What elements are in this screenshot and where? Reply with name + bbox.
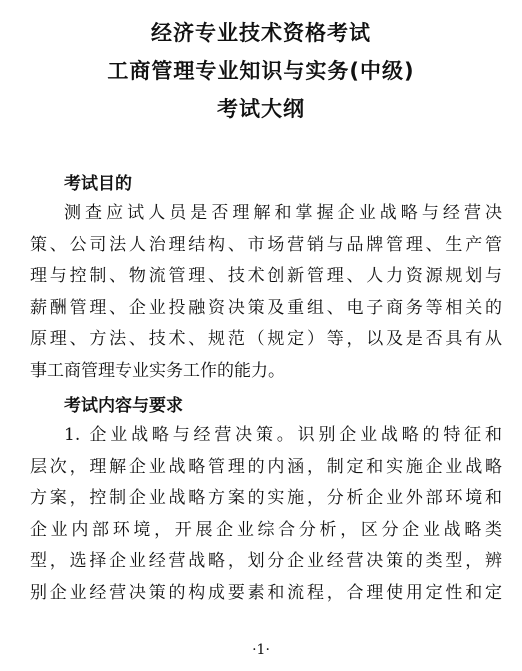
paragraph-line: 事工商管理专业实务工作的能力。 [30,360,285,381]
page-number: ·1· [252,642,270,658]
title-line-1: 经济专业技术资格考试 [151,21,371,45]
document-body [30,170,502,609]
paragraph-line: 原理、方法、技术、规范（规定）等，以及是否具有从 [30,329,502,349]
paragraph-line: 理与控制、物流管理、技术创新管理、人力资源规划与 [30,266,502,286]
paragraph-line: 薪酬管理、企业投融资决策及重组、电子商务等相关的 [30,297,502,318]
paragraph-line: 企业内部环境，开展企业综合分析，区分企业战略类 [30,519,502,540]
paragraph-line: 1. 企业战略与经营决策。识别企业战略的特征和 [64,425,502,445]
section-purpose-paragraph [30,198,502,387]
paragraph-line: 层次，理解企业战略管理的内涵，制定和实施企业战略 [30,456,502,477]
document-title [0,14,522,128]
section-content-paragraph [30,420,502,609]
title-line-2: 工商管理专业知识与实务(中级) [107,59,415,83]
paragraph-line: 策、公司法人治理结构、市场营销与品牌管理、生产管 [30,234,502,255]
section-heading-purpose: 考试目的 [64,174,132,194]
paragraph-line: 别企业经营决策的构成要素和流程，合理使用定性和定 [30,582,502,603]
paragraph-line: 方案，控制企业战略方案的实施，分析企业外部环境和 [30,488,502,508]
section-heading-content: 考试内容与要求 [64,396,183,416]
paragraph-line: 测查应试人员是否理解和掌握企业战略与经营决 [64,203,502,223]
paragraph-line: 型，选择企业经营战略，划分企业经营决策的类型，辨 [30,551,502,571]
title-line-3: 考试大纲 [217,97,305,121]
